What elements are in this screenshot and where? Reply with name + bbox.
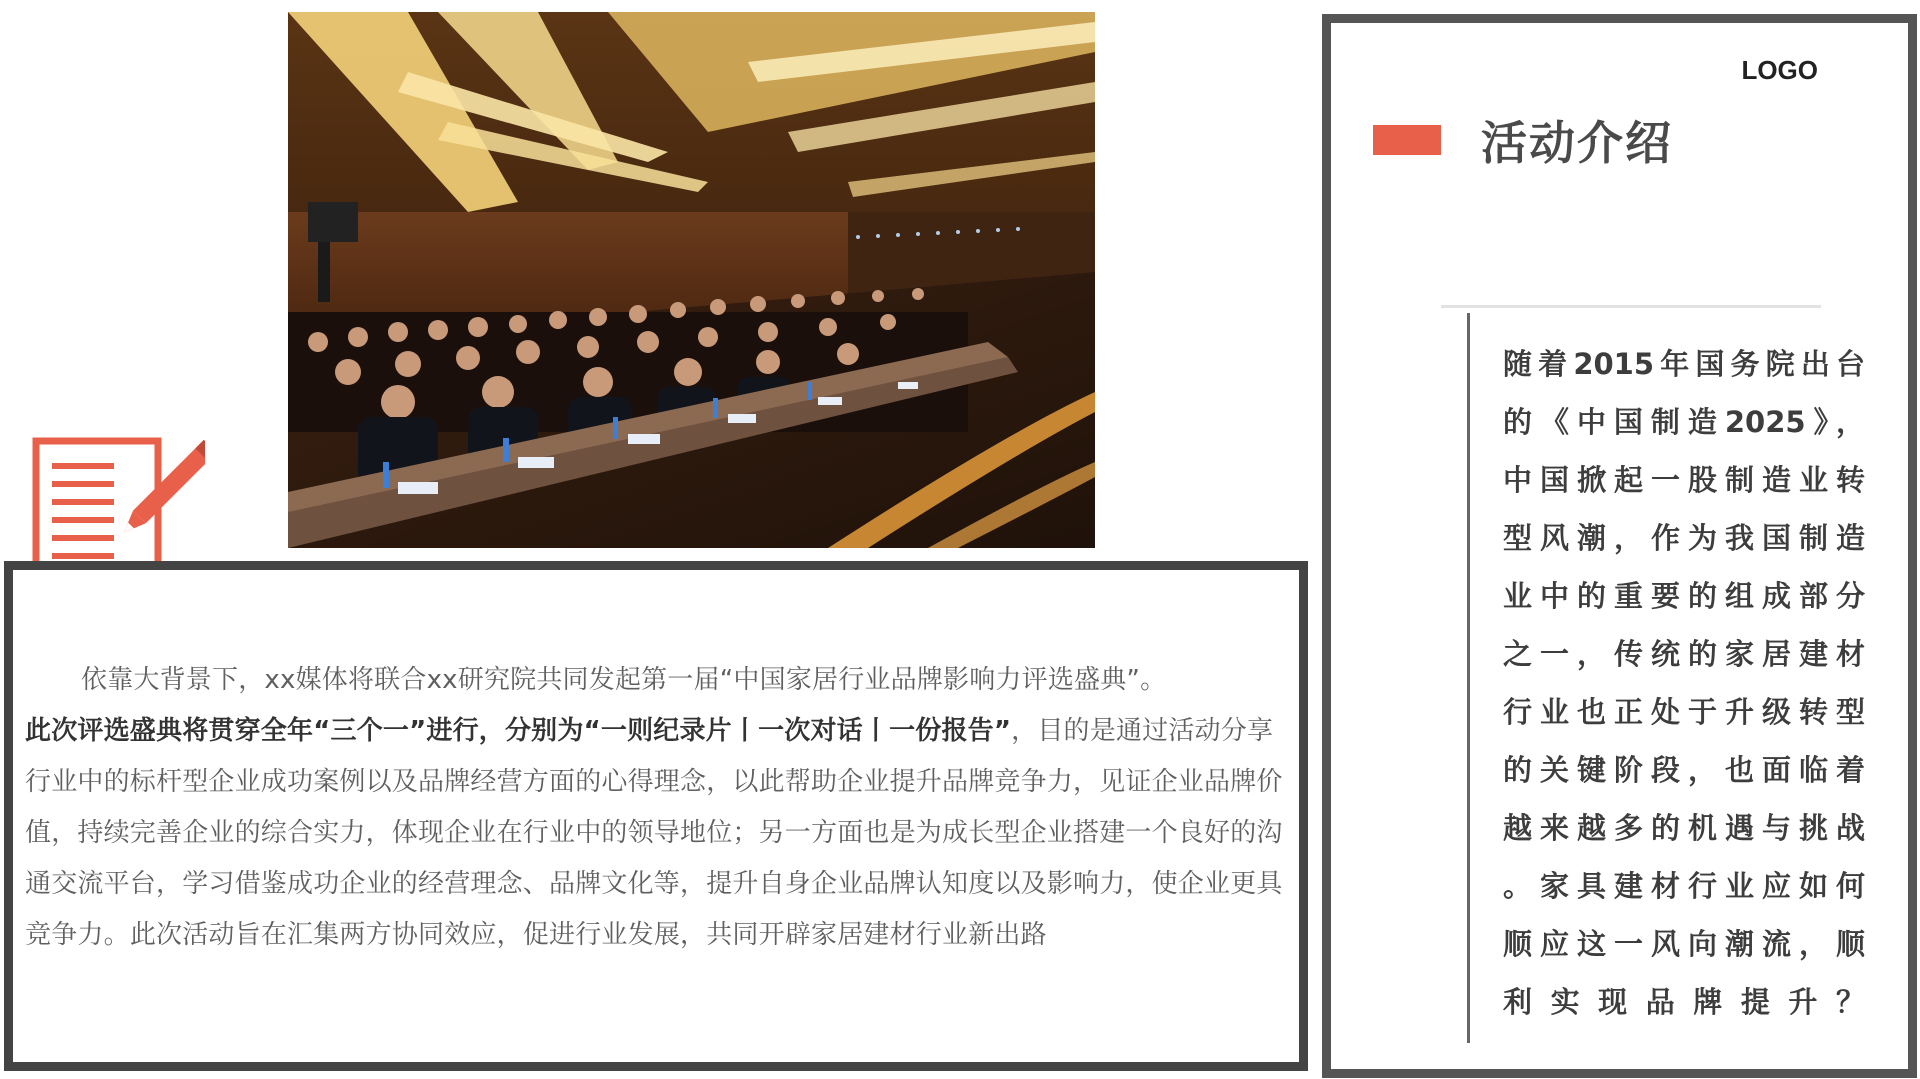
panel-title: 活动介绍 xyxy=(1481,116,1673,170)
horizontal-divider xyxy=(1441,305,1821,308)
intro-line: 中国掀起一股制造业转 xyxy=(1503,463,1865,497)
intro-line: 。家具建材行业应如何 xyxy=(1503,869,1865,903)
intro-line: 型风潮，作为我国制造 xyxy=(1503,521,1865,555)
vertical-divider xyxy=(1467,313,1470,1043)
conference-photo xyxy=(288,12,1095,548)
description-paragraph xyxy=(25,655,1295,961)
description-box xyxy=(4,561,1308,1071)
intro-line: 的关键阶段，也面临着 xyxy=(1503,753,1865,787)
intro-line: 随着2015年国务院出台 xyxy=(1503,347,1865,381)
intro-line: 之一，传统的家居建材 xyxy=(1503,637,1865,671)
intro-line: 越来越多的机遇与挑战 xyxy=(1503,811,1865,845)
intro-line: 行业也正处于升级转型 xyxy=(1503,695,1865,729)
description-rest-b: 此次活动旨在汇集两方协同效应，促进行业发展，共同开辟家居建材行业新出路 xyxy=(129,920,1047,950)
activity-intro-panel xyxy=(1322,14,1917,1078)
conference-hall-image xyxy=(288,12,1095,548)
description-intro: 依靠大背景下，xx媒体将联合xx研究院共同发起第一届“中国家居行业品牌影响力评选盛典”。 xyxy=(81,665,1167,695)
title-accent-bar xyxy=(1373,125,1441,155)
intro-line: 顺应这一风向潮流，顺 xyxy=(1503,927,1865,961)
intro-line: 业中的重要的组成部分 xyxy=(1503,579,1865,613)
intro-line: 利 实 现 品 牌 提 升 ？ xyxy=(1503,985,1865,1019)
description-rest-a: ，目的是通过活动分享行业中的标杆型企业成功案例以及品牌经营方面的心得理念，以此帮助企业提升品牌竞争力，见证企业品牌价值，持续完善企业的综合实力，体现企业在行业中的领导地位；另一方面也是为成长型企业搭建一个良好的沟通交流平台，学习借鉴成功企业的经营理念、品牌文化等，提升自身企业品牌认知度以及影响力，使企业更具竞争力。 xyxy=(25,716,1283,950)
logo: LOGO xyxy=(1741,55,1818,85)
intro-text xyxy=(1503,335,1865,1031)
description-bold: 此次评选盛典将贯穿全年“三个一”进行，分别为“一则纪录片丨一次对话丨一份报告” xyxy=(25,716,1012,746)
intro-line: 的《中国制造2025》， xyxy=(1503,405,1865,439)
